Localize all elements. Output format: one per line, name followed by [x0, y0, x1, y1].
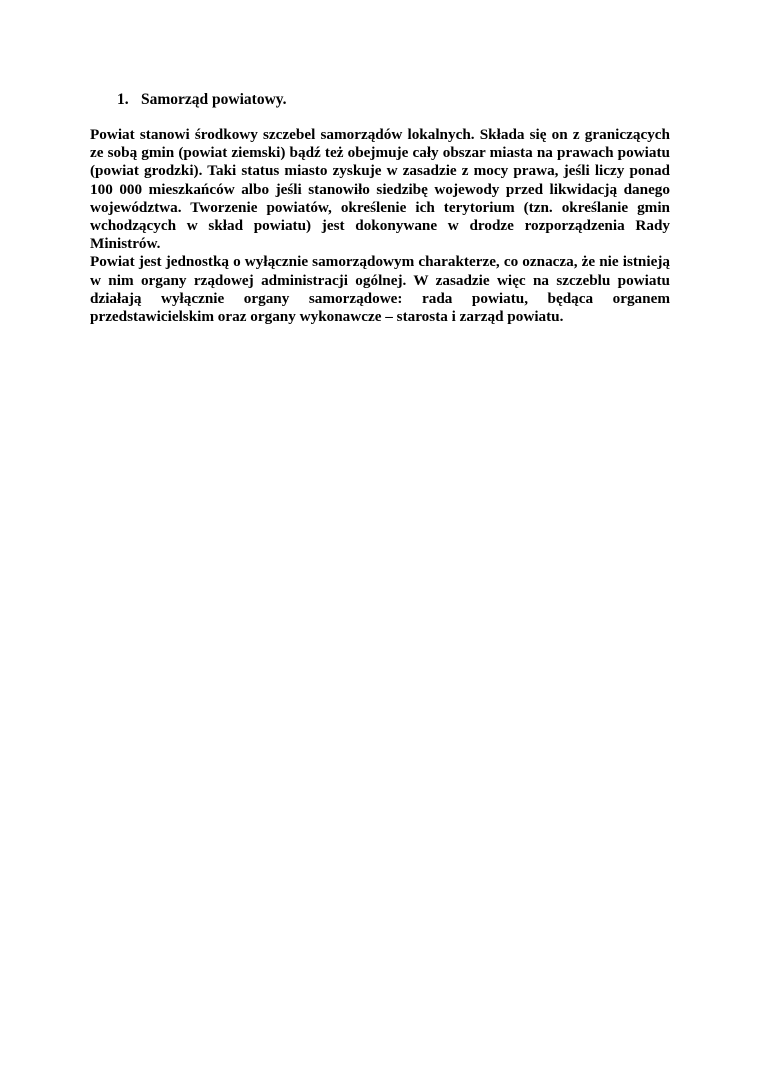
body-text: [90, 126, 670, 326]
paragraph-1: Powiat stanowi środkowy szczebel samorządów lokalnych. Składa się on z graniczących ze sobą gmin (powiat ziemski) bądź też obejmuje cały obszar miasta na prawach powiatu (powiat grodzki). Taki status miasto zyskuje w zasadzie z mocy prawa, jeśli liczy ponad 100 000 mieszkańców albo jeśli stanowiło siedzibę wojewody przed likwidacją danego województwa. Tworzenie powiatów, określenie ich terytorium (tzn. określanie gmin wchodzących w skład powiatu) jest dokonywane w drodze rozporządzenia Rady Ministrów.: [90, 126, 670, 253]
section-heading: [117, 90, 287, 110]
heading-title: Samorząd powiatowy.: [141, 91, 287, 108]
heading-number: 1.: [117, 91, 129, 108]
paragraph-2: Powiat jest jednostką o wyłącznie samorządowym charakterze, co oznacza, że nie istnieją w nim organy rządowej administracji ogólnej. W zasadzie więc na szczeblu powiatu działają wyłącznie organy samorządowe: rada powiatu, będąca organem przedstawicielskim oraz organy wykonawcze – starosta i zarząd powiatu.: [90, 253, 670, 326]
